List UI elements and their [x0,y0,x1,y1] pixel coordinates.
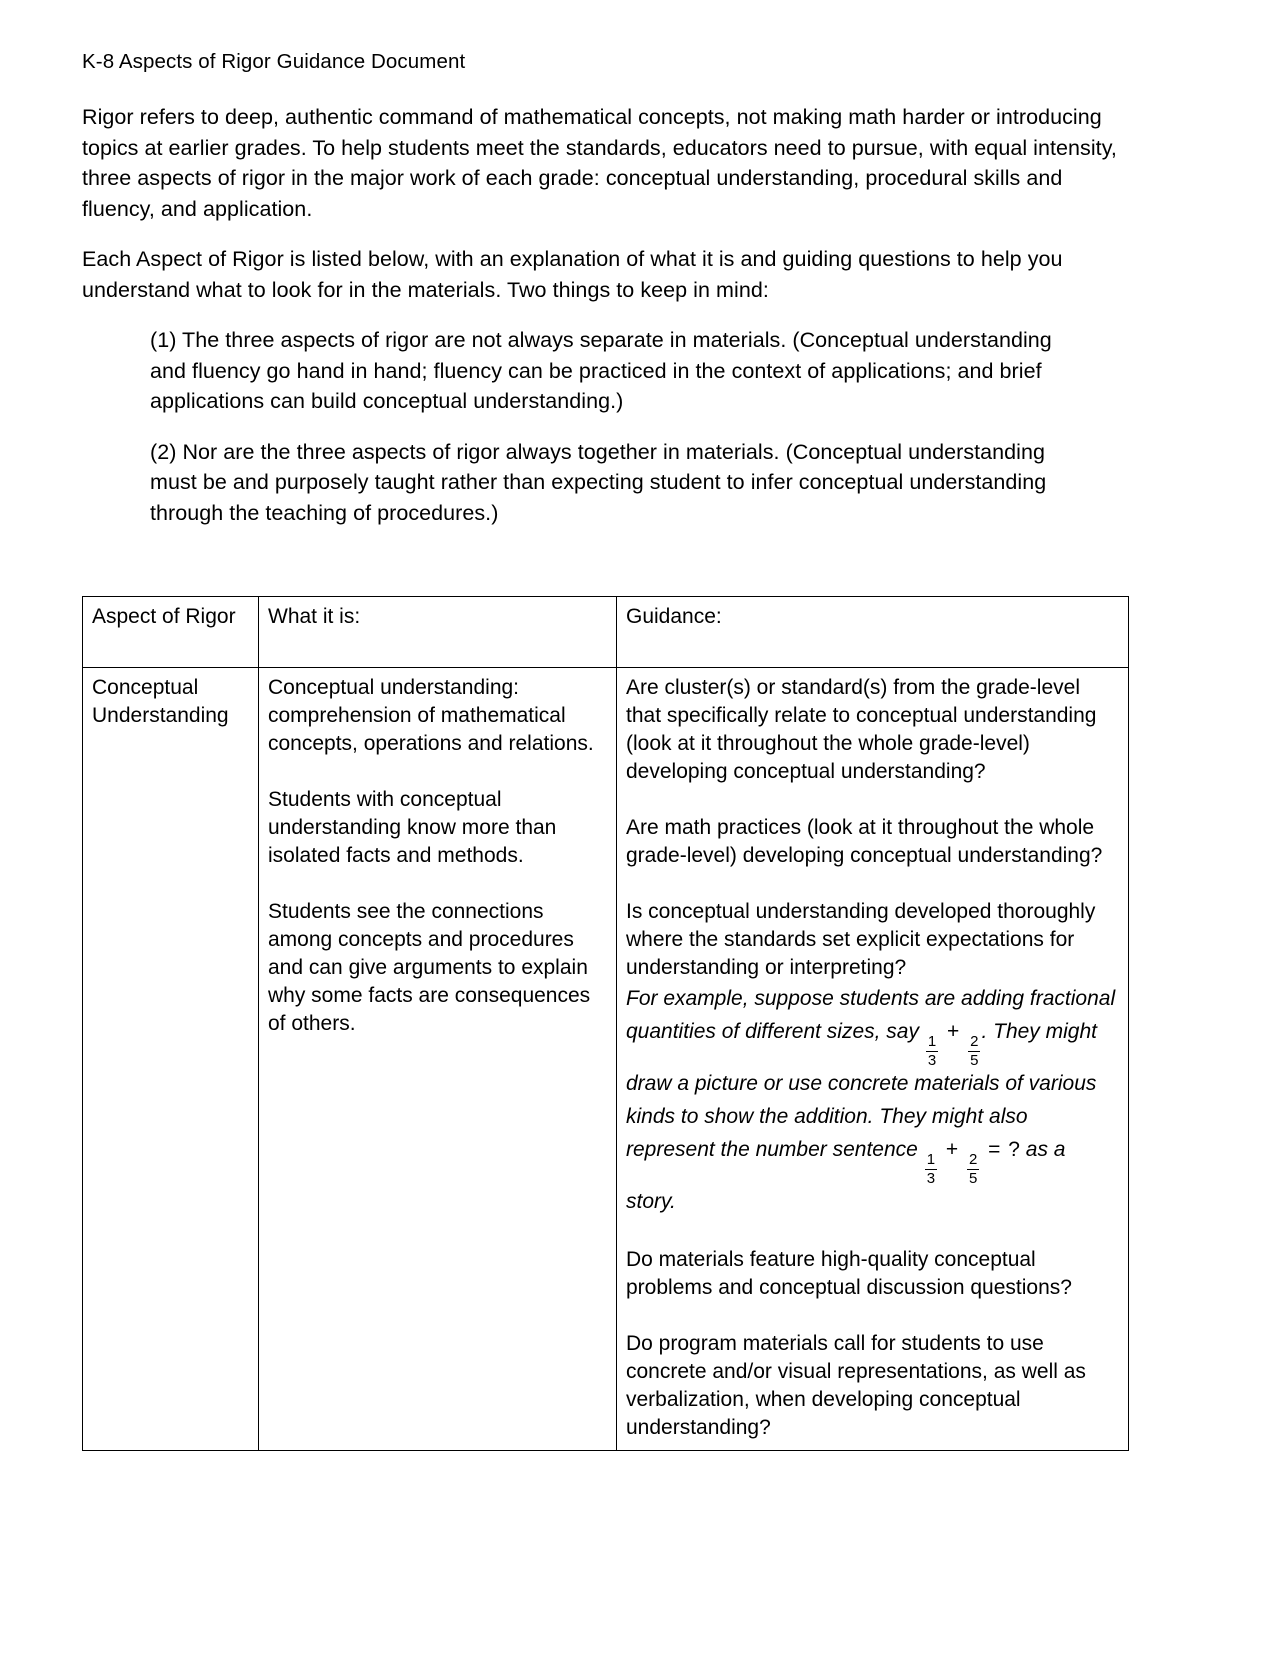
what-it-is-paragraph: Students see the connections among concepts and procedures and can give arguments to explain why some facts are consequences of others. [268,900,591,1035]
aspect-label: Conceptual Understanding [92,676,229,727]
equation-operator-equals: = [982,1138,1007,1162]
example-operator-plus: + [941,1020,966,1043]
guidance-question: Do materials feature high-quality conceptual problems and conceptual discussion questions? [626,1248,1072,1300]
fraction-one-third [926,1034,938,1068]
intro-paragraph-2: Each Aspect of Rigor is listed below, with an explanation of what it is and guiding questions to help you understand what to look for in the materials. Two things to keep in mind: [82,247,1063,302]
fraction-one-third-equation [925,1152,937,1186]
header-label-guidance: Guidance: [626,605,722,628]
fraction-two-fifths [968,1034,980,1068]
guidance-question: Are cluster(s) or standard(s) from the grade-level that specifically relate to conceptual understanding (look at it throughout the whole grade-level) developing conceptual understanding? [626,676,1097,783]
header-cell-aspect-of-rigor [83,597,259,668]
header-cell-what-it-is [259,597,617,668]
guidance-question: Is conceptual understanding developed thoroughly where the standards set explicit expectations for understanding or interpreting? [626,900,1096,979]
fraction-denominator: 3 [926,1169,936,1187]
header-label-what-it-is: What it is: [268,605,361,628]
fraction-denominator: 5 [968,1169,978,1187]
fraction-numerator: 1 [927,1033,937,1051]
equation-operator-plus: + [940,1138,964,1162]
header-label-aspect-of-rigor: Aspect of Rigor [92,605,236,628]
fraction-denominator: 5 [970,1051,979,1069]
paragraph-gap [268,758,608,786]
fraction-numerator: 1 [926,1151,936,1169]
table-row [83,668,1129,1451]
note-item-2: (2) Nor are the three aspects of rigor always together in materials. (Conceptual understanding must be and purposely taught rather than expecting student to infer conceptual understanding through the teaching of procedures.) [150,439,1047,525]
paragraph-gap [626,870,1120,898]
equation-question-mark: ? [1008,1138,1020,1162]
paragraph-gap [626,786,1120,814]
example-text-part-1: For example, suppose students are adding fractional quantities of different sizes, say [626,987,1116,1043]
example-text-part-3: . They might draw a picture or use concrete materials of various kinds to show the addition. They might also represent the number sentence [626,1020,1097,1162]
intro-paragraph-1: Rigor refers to deep, authentic command of mathematical concepts, not making math harder or introducing topics at earlier grades. To help students meet the standards, educators need to pursue, with equal intensity, three aspects of rigor in the major work of each grade: conceptual understanding, procedural skills and fluency, and application. [82,105,1117,221]
table-spacer [82,548,1132,596]
table-header-row [83,597,1129,668]
cell-guidance-conceptual-understanding [617,668,1129,1451]
fraction-denominator: 3 [927,1051,937,1069]
what-it-is-paragraph: Conceptual understanding: comprehension of mathematical concepts, operations and relations. [268,676,594,755]
fraction-numerator: 2 [970,1033,979,1051]
header-cell-guidance [617,597,1129,668]
fraction-two-fifths-equation [967,1152,979,1186]
what-it-is-paragraph: Students with conceptual understanding know more than isolated facts and methods. [268,788,557,867]
aspects-of-rigor-table [82,596,1129,1451]
guidance-example-text [626,982,1120,1218]
guidance-question: Are math practices (look at it throughout the whole grade-level) developing conceptual understanding? [626,816,1103,867]
paragraph-gap [268,870,608,898]
cell-what-it-is-conceptual-understanding [259,668,617,1451]
fraction-numerator: 2 [968,1151,978,1169]
page-title: K-8 Aspects of Rigor Guidance Document [82,50,466,73]
example-text-part-6: as a story. [626,1138,1066,1214]
cell-aspect-conceptual-understanding [83,668,259,1451]
guidance-question: Do program materials call for students to use concrete and/or visual representations, as well as verbalization, when developing conceptual understanding? [626,1332,1086,1440]
paragraph-gap [626,1218,1120,1246]
paragraph-gap [626,1302,1120,1330]
note-item-1: (1) The three aspects of rigor are not always separate in materials. (Conceptual understanding and fluency go hand in hand; fluency can be practiced in the context of applications; and brief applications can build conceptual understanding.) [150,328,1052,413]
